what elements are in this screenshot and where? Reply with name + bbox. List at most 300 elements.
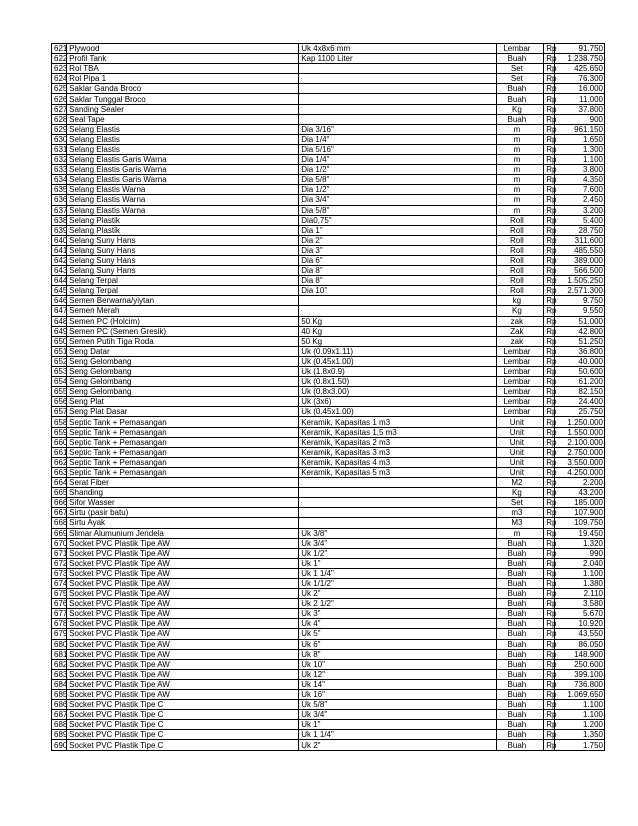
item-name: Sirtu (pasir batu) [67, 508, 299, 518]
row-number: 641 [52, 245, 67, 255]
currency-label: Rp [544, 528, 555, 538]
table-row [52, 316, 605, 326]
item-price: 16.000 [555, 84, 605, 94]
table-row [52, 387, 605, 397]
item-name: Seng Plat Dasar [67, 407, 299, 417]
item-name: Selang Suny Hans [67, 245, 299, 255]
row-number: 688 [52, 720, 67, 730]
item-name: Shanding [67, 488, 299, 498]
item-unit: Unit [496, 457, 544, 467]
table-row [52, 367, 605, 377]
item-spec: Uk 1" [299, 558, 496, 568]
row-number: 684 [52, 679, 67, 689]
item-name: Socket PVC Plastik Tipe AW [67, 558, 299, 568]
row-number: 665 [52, 488, 67, 498]
row-number: 651 [52, 346, 67, 356]
currency-label: Rp [544, 508, 555, 518]
table-row [52, 144, 605, 154]
item-price: 3.550.000 [555, 457, 605, 467]
item-unit: kg [496, 296, 544, 306]
item-name: Selang Elastis [67, 144, 299, 154]
item-price: 28.750 [555, 225, 605, 235]
currency-label: Rp [544, 296, 555, 306]
currency-label: Rp [544, 649, 555, 659]
item-price: 9.550 [555, 306, 605, 316]
item-spec: Uk (1.8x0.9) [299, 367, 496, 377]
item-price: 736.800 [555, 679, 605, 689]
item-name: Semen Berwarna/yiytan [67, 296, 299, 306]
row-number: 658 [52, 417, 67, 427]
item-spec: Uk (3x6) [299, 397, 496, 407]
currency-label: Rp [544, 377, 555, 387]
item-price: 5.670 [555, 609, 605, 619]
currency-label: Rp [544, 457, 555, 467]
item-spec: Uk 5/8" [299, 700, 496, 710]
item-spec [299, 296, 496, 306]
row-number: 660 [52, 437, 67, 447]
currency-label: Rp [544, 124, 555, 134]
currency-label: Rp [544, 599, 555, 609]
item-spec: Keramik, Kapasitas 3 m3 [299, 447, 496, 457]
item-spec: Dia 1" [299, 225, 496, 235]
table-row [52, 700, 605, 710]
item-spec: Uk 5" [299, 629, 496, 639]
currency-label: Rp [544, 407, 555, 417]
item-spec: Uk 2" [299, 740, 496, 750]
item-unit: Buah [496, 84, 544, 94]
table-row [52, 720, 605, 730]
item-spec: Dia 1/4" [299, 155, 496, 165]
item-price: 1.250.000 [555, 417, 605, 427]
table-row [52, 155, 605, 165]
item-unit: Unit [496, 417, 544, 427]
item-name: Rol Pipa 1 [67, 74, 299, 84]
item-spec: Keramik, Kapasitas 2 m3 [299, 437, 496, 447]
currency-label: Rp [544, 44, 555, 54]
currency-label: Rp [544, 518, 555, 528]
currency-label: Rp [544, 356, 555, 366]
currency-label: Rp [544, 235, 555, 245]
item-unit: zak [496, 336, 544, 346]
currency-label: Rp [544, 346, 555, 356]
item-unit: Lembar [496, 346, 544, 356]
item-name: Socket PVC Plastik Tipe AW [67, 548, 299, 558]
item-spec: Keramik, Kapasitas 4 m3 [299, 457, 496, 467]
item-unit: m [496, 185, 544, 195]
item-unit: m [496, 195, 544, 205]
table-row [52, 467, 605, 477]
table-row [52, 276, 605, 286]
item-unit: Buah [496, 538, 544, 548]
item-price: 185.000 [555, 498, 605, 508]
item-unit: Lembar [496, 44, 544, 54]
item-name: Semen Putih Tiga Roda [67, 336, 299, 346]
currency-label: Rp [544, 720, 555, 730]
table-row [52, 195, 605, 205]
row-number: 678 [52, 619, 67, 629]
item-price: 2.100.000 [555, 437, 605, 447]
item-name: Socket PVC Plastik Tipe C [67, 740, 299, 750]
table-row [52, 255, 605, 265]
currency-label: Rp [544, 589, 555, 599]
currency-label: Rp [544, 94, 555, 104]
row-number: 668 [52, 518, 67, 528]
item-unit: Unit [496, 437, 544, 447]
row-number: 666 [52, 498, 67, 508]
item-name: Socket PVC Plastik Tipe AW [67, 609, 299, 619]
row-number: 637 [52, 205, 67, 215]
item-spec: Uk 3/4" [299, 538, 496, 548]
item-price: 566.500 [555, 266, 605, 276]
table-row [52, 599, 605, 609]
item-spec: Uk (0.8x1.50) [299, 377, 496, 387]
item-price: 1.750 [555, 740, 605, 750]
item-price: 37.800 [555, 104, 605, 114]
item-price: 1.200 [555, 720, 605, 730]
row-number: 657 [52, 407, 67, 417]
item-unit: Buah [496, 599, 544, 609]
item-unit: Roll [496, 215, 544, 225]
item-spec: Uk 1/1/2" [299, 578, 496, 588]
row-number: 627 [52, 104, 67, 114]
currency-label: Rp [544, 225, 555, 235]
row-number: 648 [52, 316, 67, 326]
currency-label: Rp [544, 437, 555, 447]
currency-label: Rp [544, 467, 555, 477]
item-unit: Unit [496, 447, 544, 457]
item-name: Slimar Alumunium Jendela [67, 528, 299, 538]
item-unit: Roll [496, 286, 544, 296]
table-row [52, 407, 605, 417]
item-name: Septic Tank + Pemasangan [67, 437, 299, 447]
row-number: 650 [52, 336, 67, 346]
table-row [52, 538, 605, 548]
table-row [52, 225, 605, 235]
row-number: 654 [52, 377, 67, 387]
item-name: Septic Tank + Pemasangan [67, 447, 299, 457]
item-name: Sanding Sealer [67, 104, 299, 114]
table-row [52, 669, 605, 679]
row-number: 677 [52, 609, 67, 619]
row-number: 671 [52, 548, 67, 558]
item-name: Socket PVC Plastik Tipe C [67, 720, 299, 730]
item-price: 3.800 [555, 165, 605, 175]
item-price: 4.250.000 [555, 467, 605, 477]
item-name: Selang Elastis Garis Warna [67, 165, 299, 175]
item-name: Socket PVC Plastik Tipe C [67, 710, 299, 720]
table-row [52, 124, 605, 134]
row-number: 683 [52, 669, 67, 679]
item-price: 3.580 [555, 599, 605, 609]
item-unit: Set [496, 74, 544, 84]
currency-label: Rp [544, 367, 555, 377]
item-name: Semen PC (Holcim) [67, 316, 299, 326]
item-price: 50.600 [555, 367, 605, 377]
table-row [52, 629, 605, 639]
item-spec: Uk (0.8x3.00) [299, 387, 496, 397]
table-row [52, 498, 605, 508]
currency-label: Rp [544, 155, 555, 165]
item-price: 36.800 [555, 346, 605, 356]
item-unit: M2 [496, 478, 544, 488]
item-spec: Uk 4x8x6 mm [299, 44, 496, 54]
table-row [52, 548, 605, 558]
item-price: 2.750.000 [555, 447, 605, 457]
row-number: 672 [52, 558, 67, 568]
item-spec: Dia 1/2" [299, 185, 496, 195]
table-row [52, 165, 605, 175]
price-list-body [52, 44, 605, 751]
item-spec: Uk 8" [299, 649, 496, 659]
item-price: 2.040 [555, 558, 605, 568]
item-spec: Uk 1 1/4" [299, 730, 496, 740]
item-unit: Buah [496, 720, 544, 730]
table-row [52, 558, 605, 568]
item-spec: Dia 5/8" [299, 175, 496, 185]
row-number: 662 [52, 457, 67, 467]
row-number: 682 [52, 659, 67, 669]
table-row [52, 690, 605, 700]
table-row [52, 64, 605, 74]
item-name: Seng Gelombang [67, 377, 299, 387]
item-unit: Kg [496, 306, 544, 316]
item-unit: Buah [496, 639, 544, 649]
item-price: 2.571.300 [555, 286, 605, 296]
currency-label: Rp [544, 679, 555, 689]
table-row [52, 84, 605, 94]
table-row [52, 245, 605, 255]
item-spec: Dia 8" [299, 266, 496, 276]
currency-label: Rp [544, 558, 555, 568]
item-price: 4.350 [555, 175, 605, 185]
currency-label: Rp [544, 478, 555, 488]
table-row [52, 417, 605, 427]
item-spec [299, 498, 496, 508]
item-price: 24.400 [555, 397, 605, 407]
row-number: 649 [52, 326, 67, 336]
item-price: 1.300 [555, 144, 605, 154]
table-row [52, 74, 605, 84]
row-number: 685 [52, 690, 67, 700]
item-unit: Buah [496, 619, 544, 629]
item-unit: Buah [496, 740, 544, 750]
currency-label: Rp [544, 578, 555, 588]
currency-label: Rp [544, 548, 555, 558]
row-number: 635 [52, 185, 67, 195]
table-row [52, 114, 605, 124]
table-row [52, 730, 605, 740]
item-unit: Buah [496, 568, 544, 578]
currency-label: Rp [544, 276, 555, 286]
row-number: 622 [52, 54, 67, 64]
table-row [52, 235, 605, 245]
currency-label: Rp [544, 245, 555, 255]
item-spec: Dia 5/8" [299, 205, 496, 215]
item-spec [299, 508, 496, 518]
item-spec: Uk 1/2" [299, 548, 496, 558]
item-spec: Uk 2" [299, 589, 496, 599]
row-number: 624 [52, 74, 67, 84]
item-name: Socket PVC Plastik Tipe AW [67, 690, 299, 700]
row-number: 628 [52, 114, 67, 124]
item-name: Semen Merah [67, 306, 299, 316]
row-number: 621 [52, 44, 67, 54]
currency-label: Rp [544, 740, 555, 750]
item-spec: Keramik, Kapasitas 1,5 m3 [299, 427, 496, 437]
item-price: 1.100 [555, 710, 605, 720]
row-number: 632 [52, 155, 67, 165]
item-name: Sirtu Ayak [67, 518, 299, 528]
currency-label: Rp [544, 185, 555, 195]
item-spec: Dia 3" [299, 245, 496, 255]
item-name: Saklar Ganda Broco [67, 84, 299, 94]
table-row [52, 609, 605, 619]
item-price: 2.200 [555, 478, 605, 488]
item-name: Serat Fiber [67, 478, 299, 488]
item-price: 86.050 [555, 639, 605, 649]
item-name: Socket PVC Plastik Tipe AW [67, 578, 299, 588]
item-price: 3.200 [555, 205, 605, 215]
currency-label: Rp [544, 205, 555, 215]
item-price: 250.600 [555, 659, 605, 669]
item-unit: Unit [496, 467, 544, 477]
table-row [52, 528, 605, 538]
item-spec [299, 94, 496, 104]
item-unit: Buah [496, 558, 544, 568]
item-name: Septic Tank + Pemasangan [67, 417, 299, 427]
row-number: 623 [52, 64, 67, 74]
item-spec: Uk 3" [299, 609, 496, 619]
item-price: 25.750 [555, 407, 605, 417]
currency-label: Rp [544, 730, 555, 740]
item-name: Socket PVC Plastik Tipe AW [67, 639, 299, 649]
row-number: 663 [52, 467, 67, 477]
row-number: 674 [52, 578, 67, 588]
item-spec: Dia0,75" [299, 215, 496, 225]
table-row [52, 134, 605, 144]
price-list-table [51, 43, 605, 751]
item-unit: Buah [496, 114, 544, 124]
item-unit: Buah [496, 548, 544, 558]
item-name: Socket PVC Plastik Tipe AW [67, 669, 299, 679]
item-name: Socket PVC Plastik Tipe AW [67, 629, 299, 639]
item-unit: Unit [496, 427, 544, 437]
item-unit: Buah [496, 54, 544, 64]
item-unit: Lembar [496, 387, 544, 397]
row-number: 646 [52, 296, 67, 306]
item-price: 1.069.650 [555, 690, 605, 700]
item-name: Selang Elastis Warna [67, 195, 299, 205]
currency-label: Rp [544, 639, 555, 649]
row-number: 681 [52, 649, 67, 659]
table-row [52, 377, 605, 387]
item-unit: m [496, 134, 544, 144]
item-unit: Lembar [496, 407, 544, 417]
row-number: 664 [52, 478, 67, 488]
table-row [52, 266, 605, 276]
table-row [52, 740, 605, 750]
item-name: Septic Tank + Pemasangan [67, 457, 299, 467]
item-price: 900 [555, 114, 605, 124]
table-row [52, 54, 605, 64]
item-spec: Uk (0.45x1.00) [299, 407, 496, 417]
currency-label: Rp [544, 609, 555, 619]
item-unit: m [496, 528, 544, 538]
item-name: Socket PVC Plastik Tipe C [67, 730, 299, 740]
item-price: 148.900 [555, 649, 605, 659]
item-unit: m [496, 144, 544, 154]
item-spec: Dia 2" [299, 235, 496, 245]
table-row [52, 437, 605, 447]
currency-label: Rp [544, 104, 555, 114]
item-name: Socket PVC Plastik Tipe AW [67, 649, 299, 659]
table-row [52, 568, 605, 578]
item-price: 2.450 [555, 195, 605, 205]
item-unit: Lembar [496, 367, 544, 377]
item-spec: 50 Kg [299, 316, 496, 326]
item-name: Saklar Tunggal Broco [67, 94, 299, 104]
currency-label: Rp [544, 215, 555, 225]
row-number: 689 [52, 730, 67, 740]
item-spec [299, 306, 496, 316]
item-spec: Uk 16" [299, 690, 496, 700]
item-price: 990 [555, 548, 605, 558]
table-row [52, 508, 605, 518]
table-row [52, 447, 605, 457]
table-row [52, 94, 605, 104]
item-spec: Uk 2 1/2" [299, 599, 496, 609]
currency-label: Rp [544, 619, 555, 629]
item-unit: Roll [496, 225, 544, 235]
item-name: Socket PVC Plastik Tipe C [67, 700, 299, 710]
row-number: 626 [52, 94, 67, 104]
item-spec: Uk 3/4" [299, 710, 496, 720]
currency-label: Rp [544, 336, 555, 346]
row-number: 636 [52, 195, 67, 205]
row-number: 639 [52, 225, 67, 235]
item-name: Selang Suny Hans [67, 266, 299, 276]
item-spec [299, 104, 496, 114]
table-row [52, 619, 605, 629]
item-name: Sifor Wasser [67, 498, 299, 508]
item-price: 11.000 [555, 94, 605, 104]
row-number: 687 [52, 710, 67, 720]
item-price: 1.505.250 [555, 276, 605, 286]
currency-label: Rp [544, 266, 555, 276]
item-spec: Uk 14" [299, 679, 496, 689]
currency-label: Rp [544, 165, 555, 175]
item-spec [299, 64, 496, 74]
currency-label: Rp [544, 286, 555, 296]
currency-label: Rp [544, 195, 555, 205]
row-number: 633 [52, 165, 67, 175]
item-name: Seng Gelombang [67, 367, 299, 377]
item-spec: Keramik, Kapasitas 1 m3 [299, 417, 496, 427]
row-number: 655 [52, 387, 67, 397]
item-price: 485.550 [555, 245, 605, 255]
currency-label: Rp [544, 134, 555, 144]
item-spec: Dia 1/2" [299, 165, 496, 175]
item-unit: Buah [496, 700, 544, 710]
currency-label: Rp [544, 447, 555, 457]
row-number: 640 [52, 235, 67, 245]
row-number: 630 [52, 134, 67, 144]
item-price: 1.100 [555, 155, 605, 165]
item-unit: Roll [496, 255, 544, 265]
item-spec: Dia 3/16" [299, 124, 496, 134]
table-row [52, 679, 605, 689]
row-number: 642 [52, 255, 67, 265]
